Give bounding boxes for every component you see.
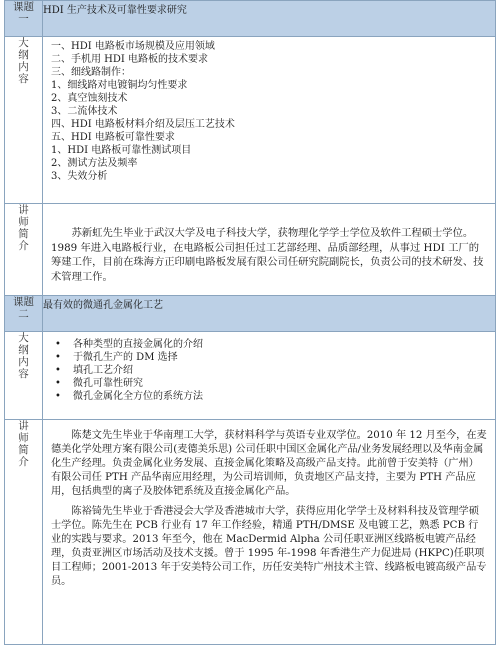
outline-line: 2、真空蚀刻技术 <box>51 93 128 104</box>
course2-instructor-label-cell <box>5 420 43 645</box>
outline-line: 1、细线路对电镀铜均匀性要求 <box>51 80 188 91</box>
outline-bullet-item: • 微孔金属化全方位的系统方法 <box>53 390 487 403</box>
outline-bullet-item: • 微孔可靠性研究 <box>53 377 487 390</box>
course1-label-cell <box>5 1 43 37</box>
outline-line: 一、HDI 电路板市场规模及应用领域 <box>51 41 215 52</box>
course2-instructor-cell <box>43 420 496 645</box>
course2-instructor-row <box>5 420 496 645</box>
instructor-paragraph: 陈裕锜先生毕业于香港浸会大学及香港城市大学，获得应用化学学士及材料科技及管理学硕士学位。陈先生在 PCB 行业有 17 年工作经验，精通 PTH/DMSE 及电镀工艺，熟悉 PCB 行业的实践与要求。2013 年至今，他在 MacDermid Alpha 公司任职亚洲区线路板电镀产品经理，负责亚洲区市场活动及技术支援。曾于 1995 年-1998 年香港生产力促进局 (HKPC)任职项目工程师；2001-2013 年于安美特公司工作，历任安美特广州技术主管、线路板电镀高级产品专员。 <box>51 506 487 587</box>
course1-outline-row <box>5 37 496 204</box>
course1-instructor-label: 讲师简介 <box>18 204 29 252</box>
course2-outline-list <box>43 332 495 405</box>
course2-instructor-label: 讲师简介 <box>18 420 29 468</box>
course1-instructor-row <box>5 204 496 296</box>
course2-header-row <box>5 296 496 332</box>
course1-instructor-bio <box>43 204 495 286</box>
course1-header-row <box>5 1 496 37</box>
course1-instructor-cell <box>43 204 496 296</box>
course2-outline-cell <box>43 332 496 420</box>
course-table <box>4 0 496 645</box>
outline-bullet-item: • 填孔工艺介绍 <box>53 364 487 377</box>
course1-outline-cell <box>43 37 496 204</box>
course2-instructor-bio <box>43 420 495 591</box>
instructor-paragraph: 陈楚文先生毕业于华南理工大学，获材料科学与英语专业双学位。2010 年 12 月至今，在麦德美化学处理方案有限公司(麦德美乐思) 公司任职中国区金属化产品/业务发展经理以及华南金属化生产经理。负责金属化业务发展、直接金属化策略及高级产品支持。此前曾于安美特（广州）有限公司任 PTH 产品华南应用经理，为公司培训师，负责地区产品支持，主要为 PTH 产品应用，包括典型的离子及胶体钯系统及直接金属化产品。 <box>51 430 487 497</box>
course2-label: 课题二 <box>13 296 34 320</box>
outline-line: 3、二流体技术 <box>51 106 118 117</box>
course2-outline-row <box>5 332 496 420</box>
course2-label-cell <box>5 296 43 332</box>
course2-bullet-list <box>51 338 487 403</box>
course1-outline-label: 大纲内容 <box>18 37 29 85</box>
outline-line: 四、HDI 电路板材料介绍及层压工艺技术 <box>51 119 235 130</box>
outline-line: 3、失效分析 <box>51 171 108 182</box>
course1-outline-list <box>43 37 495 185</box>
course1-title: HDI 生产技术及可靠性要求研究 <box>43 1 496 37</box>
outline-bullet-item: • 各种类型的直接金属化的介绍 <box>53 338 487 351</box>
course1-instructor-label-cell <box>5 204 43 296</box>
outline-line: 三、细线路制作： <box>51 67 131 78</box>
outline-line: 五、HDI 电路板可靠性要求 <box>51 132 175 143</box>
outline-line: 二、手机用 HDI 电路板的技术要求 <box>51 54 209 65</box>
course2-title: 最有效的微通孔金属化工艺 <box>43 296 496 332</box>
course1-label: 课题一 <box>13 1 34 25</box>
outline-line: 1、HDI 电路板可靠性测试项目 <box>51 145 192 156</box>
course1-outline-label-cell <box>5 37 43 204</box>
course2-outline-label-cell <box>5 332 43 420</box>
outline-bullet-item: • 于微孔生产的 DM 选择 <box>53 351 487 364</box>
outline-line: 2、测试方法及频率 <box>51 158 138 169</box>
instructor-paragraph: 苏新虹先生毕业于武汉大学及电子科技大学，获物理化学学士学位及软件工程硕士学位。1989 年进入电路板行业，在电路板公司担任过工艺部经理、品质部经理，从事过 HDI 工厂的筹建工作，目前在珠海方正印刷电路板发展有限公司任研究院副院长，负责公司的技术研发、技术管理工作。 <box>51 227 484 283</box>
course2-outline-label: 大纲内容 <box>18 332 29 380</box>
